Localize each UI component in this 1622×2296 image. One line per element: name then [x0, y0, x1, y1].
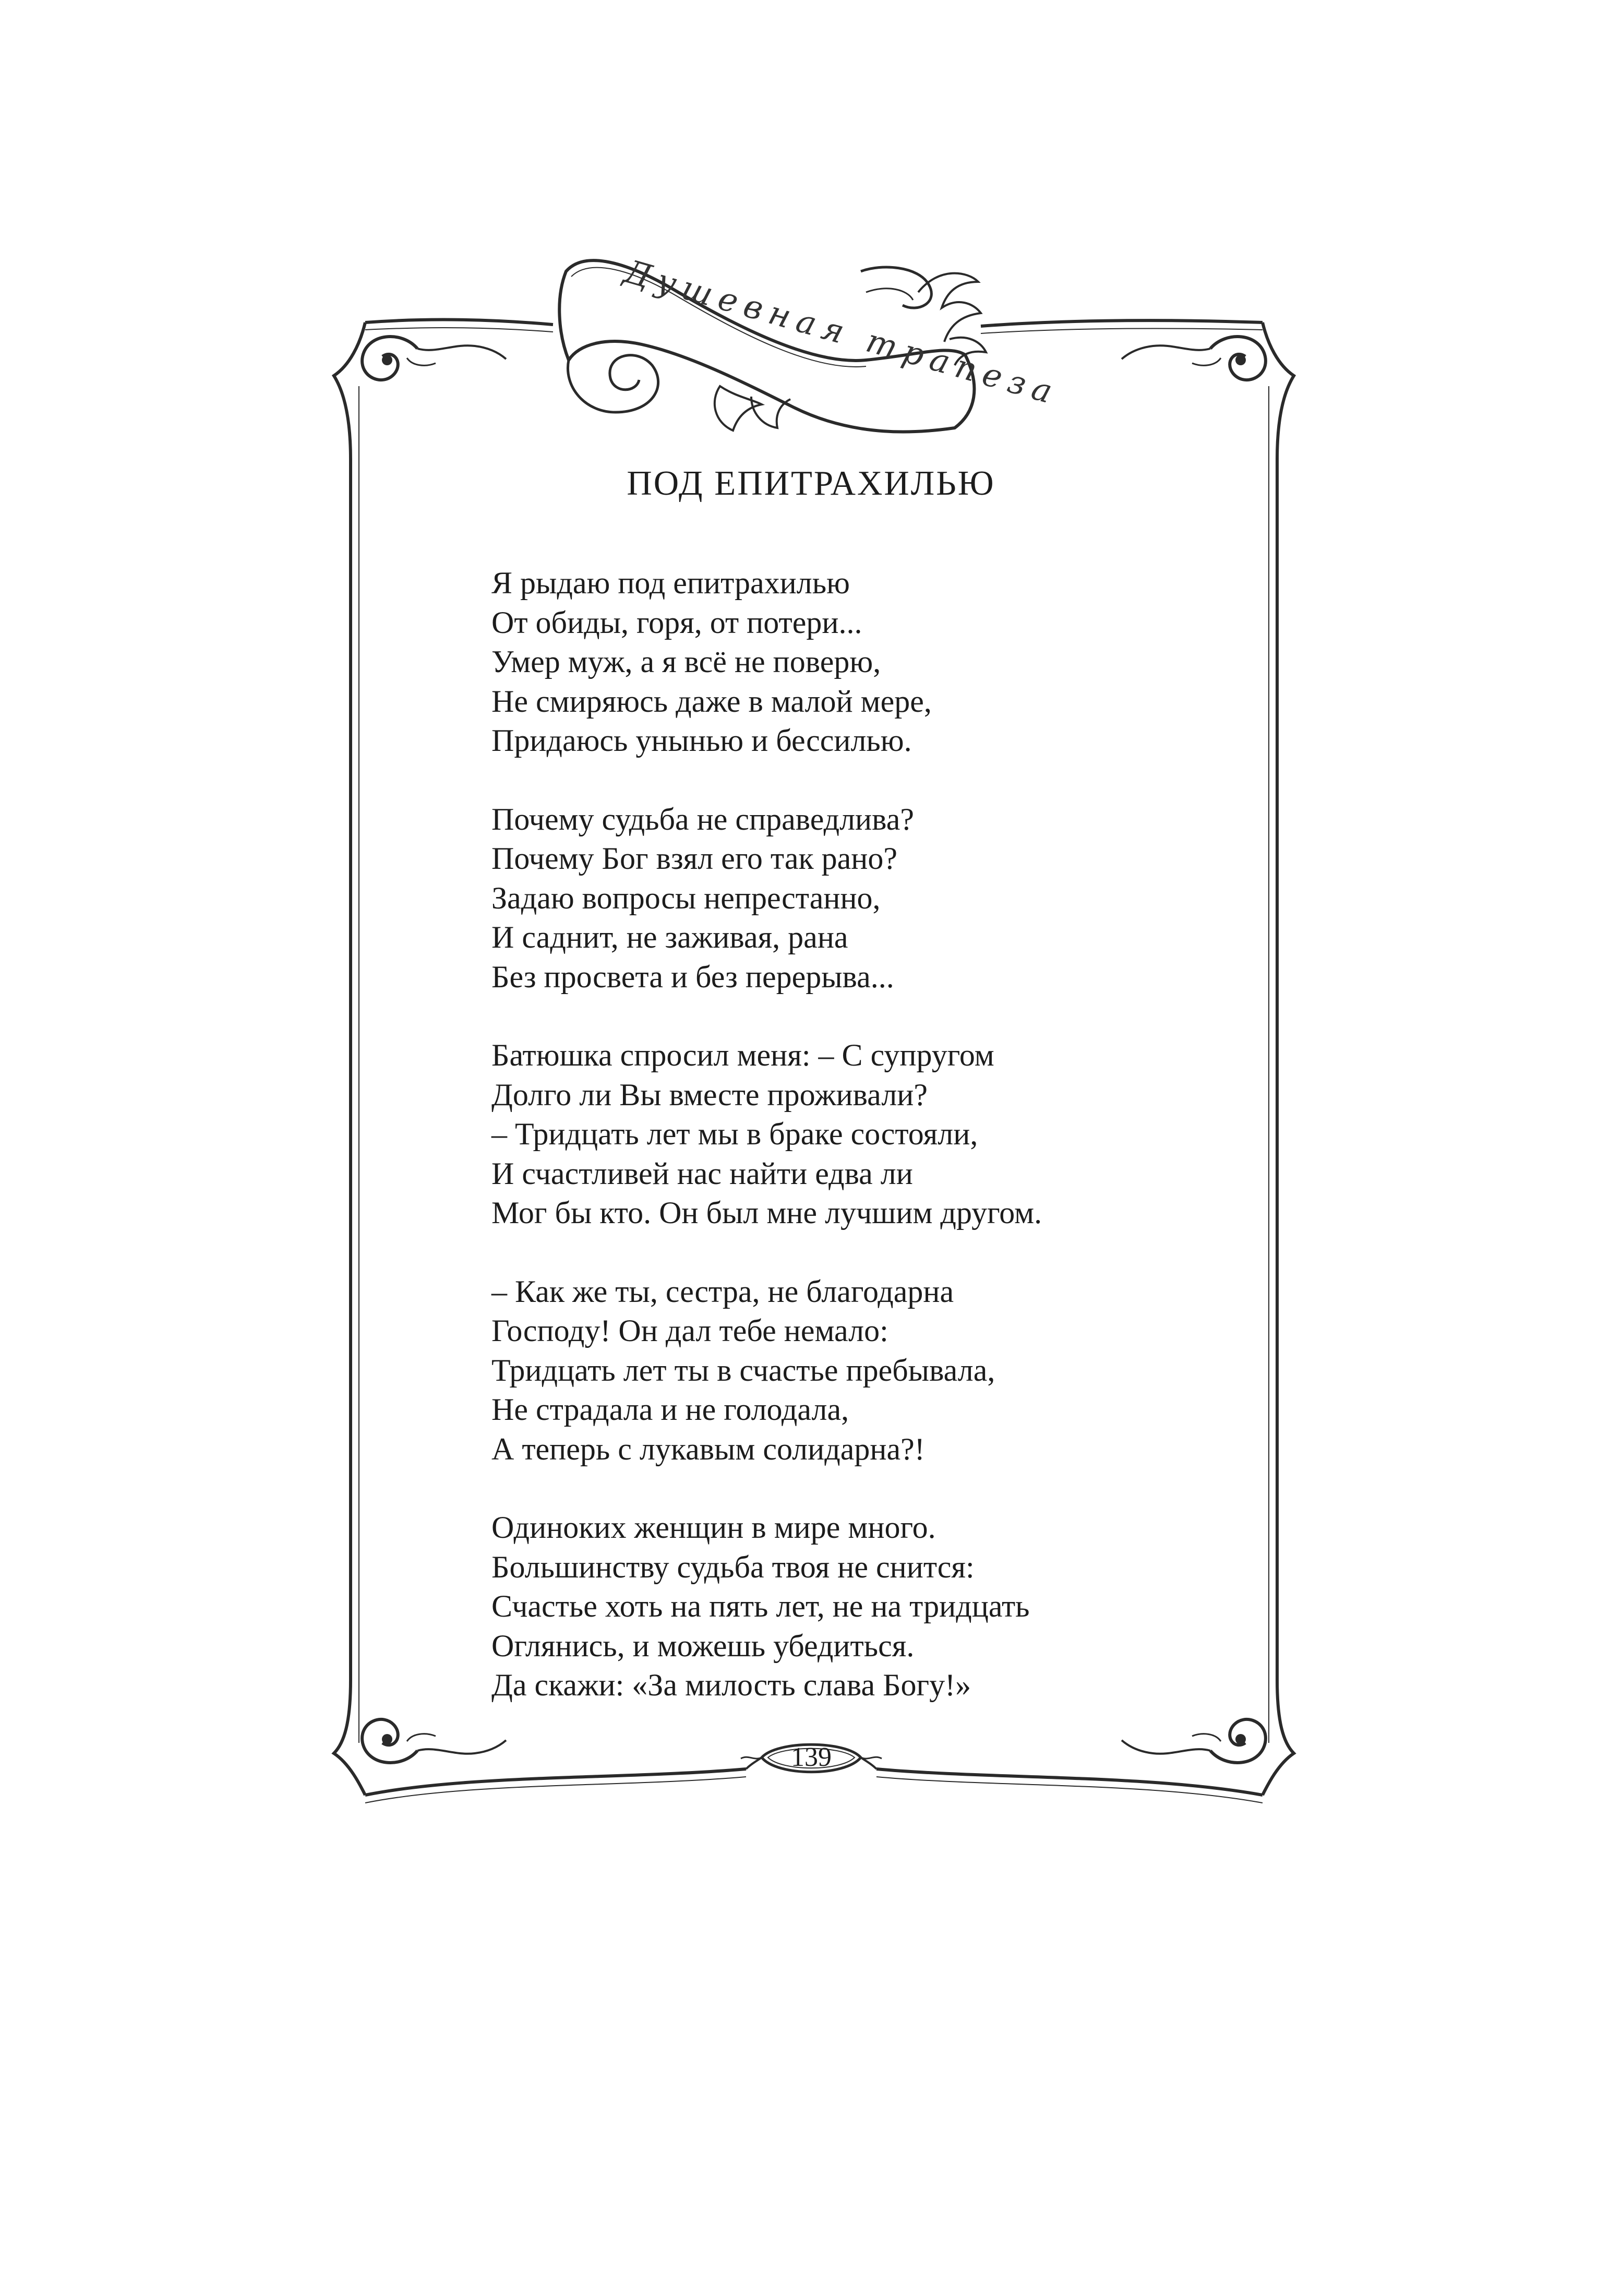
poem-line: – Тридцать лет мы в браке состояли, [491, 1117, 978, 1151]
page-number: 139 [791, 1742, 832, 1772]
poem-line: Мог бы кто. Он был мне лучшим другом. [491, 1195, 1042, 1230]
poem-line: Я рыдаю под епитрахилью [491, 566, 850, 600]
poem-line: Почему судьба не справедлива? [491, 802, 914, 836]
stanza [491, 1036, 1274, 1233]
stanza [491, 1272, 1274, 1469]
stanza [491, 564, 1274, 761]
banner-text: Душевная трапеза [620, 252, 1064, 413]
poem-line: Одиноких женщин в мире много. [491, 1510, 936, 1545]
poem-title: ПОД ЕПИТРАХИЛЬЮ [627, 464, 995, 503]
poem-line: Оглянись, и можешь убедиться. [491, 1628, 915, 1663]
poem-line: Придаюсь унынью и бессилью. [491, 723, 912, 758]
poem-line: Большинству судьба твоя не снится: [491, 1549, 975, 1584]
poem-line: Не смиряюсь даже в малой мере, [491, 684, 932, 719]
poem-line: И саднит, не заживая, рана [491, 920, 848, 954]
poem-line: Долго ли Вы вместе проживали? [491, 1077, 928, 1112]
poem-line: И счастливей нас найти едва ли [491, 1156, 913, 1191]
poem-line: Умер муж, а я всё не поверю, [491, 644, 881, 679]
stanza [491, 1508, 1274, 1705]
poem-line: – Как же ты, сестра, не благодарна [491, 1274, 954, 1309]
poem-line: А теперь с лукавым солидарна?! [491, 1431, 925, 1466]
poem-body [491, 564, 1274, 1744]
poem-line: Господу! Он дал тебе немало: [491, 1313, 888, 1348]
poem-line: Почему Бог взял его так рано? [491, 841, 898, 876]
stanza [491, 800, 1274, 997]
poem-line: Без просвета и без перерыва... [491, 959, 894, 994]
poem-line: Счастье хоть на пять лет, не на тридцать [491, 1589, 1030, 1623]
poem-line: От обиды, горя, от потери... [491, 605, 862, 640]
poem-line: Да скажи: «За милость слава Богу!» [491, 1668, 971, 1702]
poem-line: Тридцать лет ты в счастье пребывала, [491, 1353, 995, 1388]
poem-line: Задаю вопросы непрестанно, [491, 880, 881, 915]
poem-line: Батюшка спросил меня: – С супругом [491, 1038, 994, 1072]
poem-line: Не страдала и не голодала, [491, 1392, 849, 1427]
